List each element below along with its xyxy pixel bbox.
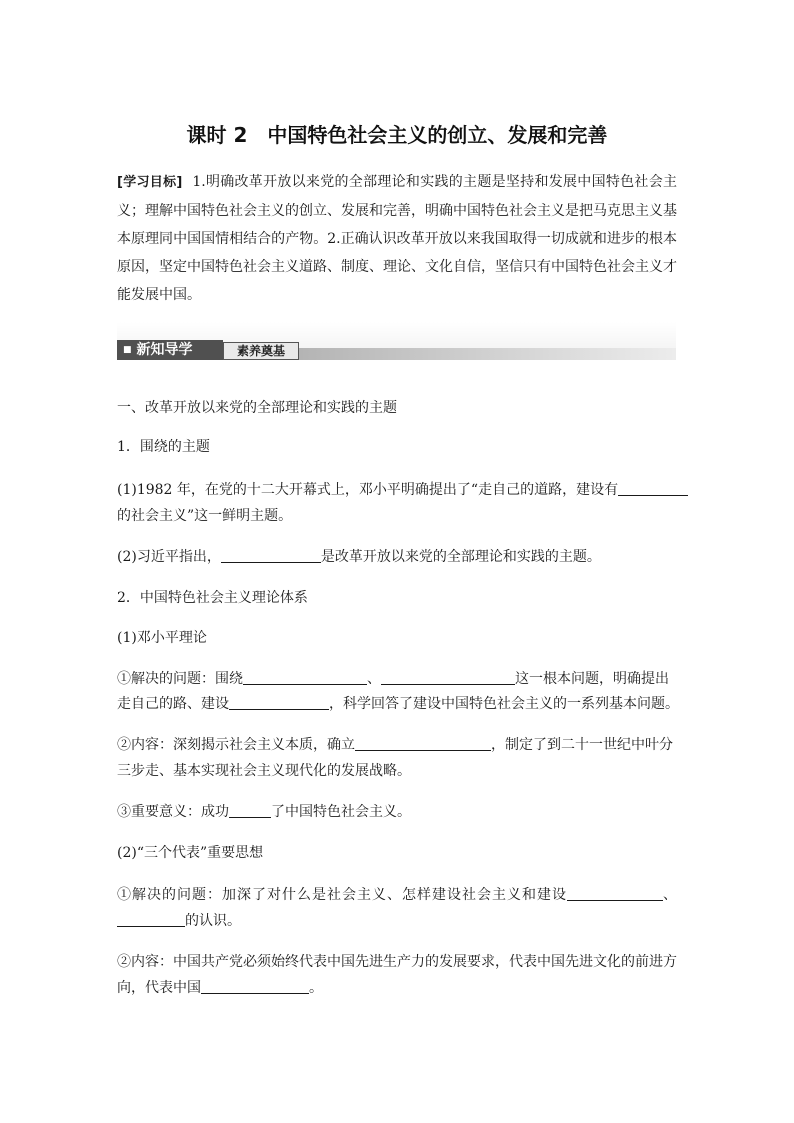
answer-blank	[201, 978, 309, 994]
objectives-line: 原因，坚定中国特色社会主义道路、制度、理论、文化自信，坚信只有中国特色社会主义才	[117, 259, 677, 275]
paragraph-line: 三步走、基本实现社会主义现代化的发展战略。	[117, 763, 411, 779]
paragraph-text: ①解决的问题：加深了对什么是社会主义、怎样建设社会主义和建设	[117, 887, 567, 903]
objectives-text: 1.明确改革开放以来党的全部理论和实践的主题是坚持和发展中国特色社会主	[192, 174, 678, 190]
paragraph-text: ①解决的问题：围绕	[117, 671, 243, 687]
paragraph-text: 向，代表中国	[117, 980, 201, 996]
paragraph-text: ，制定了到二十一世纪中叶分	[491, 737, 673, 753]
paragraph-line	[117, 669, 669, 689]
banner-main-tab	[117, 340, 223, 360]
paragraph-line	[117, 802, 411, 822]
paragraph-text: ，科学回答了建设中国特色社会主义的一系列基本问题。	[329, 696, 679, 712]
paragraph-text: 、	[663, 887, 678, 903]
answer-blank	[117, 911, 185, 927]
answer-blank	[355, 735, 491, 751]
answer-blank	[381, 669, 515, 685]
paragraph-text: 这一根本问题，明确提出	[515, 671, 669, 687]
objectives-line: 能发展中国。	[117, 287, 201, 303]
paragraph-text: 是改革开放以来党的全部理论和实践的主题。	[320, 549, 601, 565]
lesson-title: 课时 2 中国特色社会主义的创立、发展和完善	[186, 123, 608, 147]
theory-heading: (2)“三个代表”重要思想	[117, 845, 264, 861]
square-icon: ■	[123, 345, 132, 355]
paragraph-text: ③重要意义：成功	[117, 804, 229, 820]
learning-objectives	[117, 168, 677, 309]
banner-sub-tab	[223, 342, 299, 360]
paragraph-text: (2)习近平指出，	[117, 549, 221, 565]
paragraph-text: 的认识。	[185, 913, 241, 929]
paragraph-line	[117, 885, 678, 905]
banner-main-label: 新知导学	[136, 342, 193, 358]
paragraph-line	[117, 694, 679, 714]
answer-blank	[618, 480, 688, 496]
subsection-heading: 2．中国特色社会主义理论体系	[117, 590, 308, 606]
paragraph-text: 、	[367, 671, 381, 687]
paragraph-line	[117, 978, 323, 998]
section-banner	[117, 322, 676, 360]
answer-blank	[221, 547, 321, 563]
objectives-line: 本原理同中国国情相结合的产物。2.正确认识改革开放以来我国取得一切成就和进步的根本	[117, 231, 677, 247]
paragraph-line	[117, 735, 673, 755]
objectives-label: [学习目标]	[117, 175, 183, 190]
paragraph-text: ②内容：深刻揭示社会主义本质，确立	[117, 737, 355, 753]
theory-heading: (1)邓小平理论	[117, 630, 207, 646]
answer-blank	[229, 694, 329, 710]
paragraph-line: 的社会主义”这一鲜明主题。	[117, 508, 293, 524]
paragraph-line	[117, 911, 241, 931]
answer-blank	[567, 885, 663, 901]
banner-sub-label: 素养奠基	[236, 344, 285, 358]
paragraph-text: 走自己的路、建设	[117, 696, 229, 712]
banner-strip	[299, 348, 676, 360]
paragraph-line: ②内容：中国共产党必须始终代表中国先进生产力的发展要求，代表中国先进文化的前进方	[117, 954, 677, 970]
paragraph-text: 。	[309, 980, 323, 996]
paragraph-text: (1)1982 年，在党的十二大开幕式上，邓小平明确提出了“走自己的道路，建设有	[117, 482, 619, 498]
paragraph-line	[117, 480, 688, 500]
answer-blank	[229, 802, 271, 818]
subsection-heading: 1．围绕的主题	[117, 439, 210, 455]
paragraph-line	[117, 547, 601, 567]
section-heading: 一、改革开放以来党的全部理论和实践的主题	[117, 400, 397, 416]
paragraph-text: 了中国特色社会主义。	[271, 804, 411, 820]
objectives-line	[117, 168, 677, 197]
answer-blank	[243, 669, 367, 685]
objectives-line: 义；理解中国特色社会主义的创立、发展和完善，明确中国特色社会主义是把马克思主义基	[117, 203, 677, 219]
